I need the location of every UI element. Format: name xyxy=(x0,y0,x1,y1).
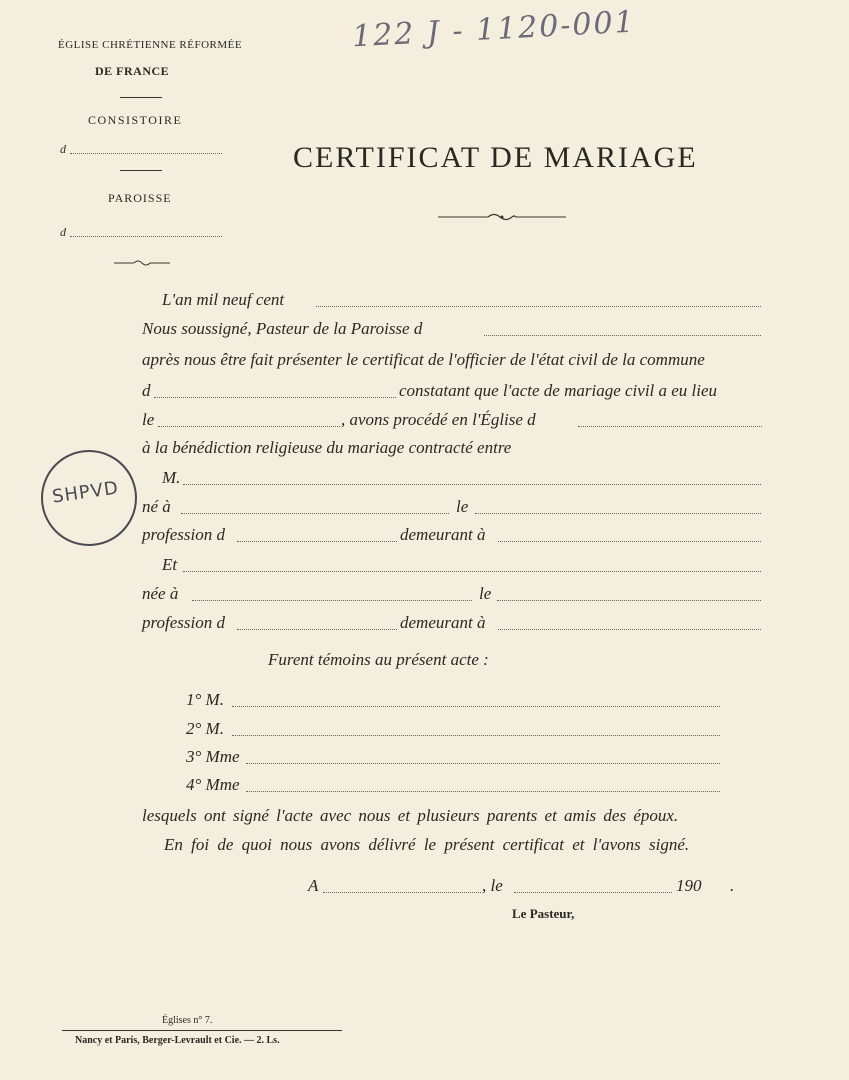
witnesses-heading: Furent témoins au présent acte : xyxy=(268,650,489,669)
year-field[interactable] xyxy=(316,306,761,307)
groom-demeurant-label: demeurant à xyxy=(400,525,486,544)
date-field[interactable] xyxy=(158,426,340,427)
divider xyxy=(120,97,162,98)
place-label: A xyxy=(308,876,319,895)
groom-residence-field[interactable] xyxy=(498,541,761,542)
witness-1-field[interactable] xyxy=(232,706,720,707)
stamp-text: SHPVD xyxy=(50,477,121,508)
line-year: L'an mil neuf cent xyxy=(162,290,285,309)
printer-line: Nancy et Paris, Berger-Levrault et Cie. — 2. Ls. xyxy=(75,1035,280,1046)
page-title: CERTIFICAT DE MARIAGE xyxy=(293,141,698,174)
year-dot: . xyxy=(730,876,735,895)
witness-2-field[interactable] xyxy=(232,735,720,736)
line-eglise: , avons procédé en l'Église d xyxy=(341,410,536,429)
line-commune-d: d xyxy=(142,381,151,400)
church-country: DE FRANCE xyxy=(95,64,170,78)
consistoire-d: d xyxy=(60,142,66,156)
witness-2-label: 2° M. xyxy=(186,719,224,738)
groom-profession-field[interactable] xyxy=(237,541,397,542)
witness-4-label: 4° Mme xyxy=(186,775,240,794)
witness-3-field[interactable] xyxy=(246,763,720,764)
divider xyxy=(120,170,162,171)
sign-date-field[interactable] xyxy=(514,892,672,893)
title-ornament xyxy=(436,211,568,223)
closing-line-2: En foi de quoi nous avons délivré le présent certificat et l'avons signé. xyxy=(164,835,690,854)
archive-reference: 122 J - 1120-001 xyxy=(351,4,637,55)
church-name: ÉGLISE CHRÉTIENNE RÉFORMÉE xyxy=(58,39,243,51)
form-number: Églises n° 7. xyxy=(162,1015,213,1026)
bride-demeurant-label: demeurant à xyxy=(400,613,486,632)
groom-birthplace-field[interactable] xyxy=(181,513,449,514)
groom-le-label: le xyxy=(456,497,469,516)
signature-label: Le Pasteur, xyxy=(512,906,575,921)
line-le: le xyxy=(142,410,155,429)
bride-profession-field[interactable] xyxy=(237,629,397,630)
line-certificat: après nous être fait présenter le certificat de l'officier de l'état civil de la commune xyxy=(142,350,705,369)
bride-birthplace-field[interactable] xyxy=(192,600,472,601)
consistoire-field[interactable] xyxy=(70,153,222,154)
bride-name-field[interactable] xyxy=(183,571,761,572)
groom-born-label: né à xyxy=(142,497,171,516)
bride-birthdate-field[interactable] xyxy=(497,600,761,601)
paroisse-label: PAROISSE xyxy=(108,191,172,205)
groom-birthdate-field[interactable] xyxy=(475,513,761,514)
place-field[interactable] xyxy=(323,892,481,893)
groom-profession-label: profession d xyxy=(142,525,225,544)
archive-stamp xyxy=(41,450,137,546)
line-pasteur: Nous soussigné, Pasteur de la Paroisse d xyxy=(142,319,423,338)
date-label: , le xyxy=(482,876,503,895)
groom-name-field[interactable] xyxy=(183,484,761,485)
bride-label: Et xyxy=(162,555,178,574)
line-benediction: à la bénédiction religieuse du mariage contracté entre xyxy=(142,438,512,457)
commune-field[interactable] xyxy=(154,397,396,398)
paroisse-name-field[interactable] xyxy=(484,335,761,336)
bride-le-label: le xyxy=(479,584,492,603)
line-constatant: constatant que l'acte de mariage civil a eu lieu xyxy=(399,381,718,400)
witness-1-label: 1° M. xyxy=(186,690,224,709)
witness-3-label: 3° Mme xyxy=(186,747,240,766)
year-suffix: 190 xyxy=(676,876,702,895)
closing-line-1: lesquels ont signé l'acte avec nous et plusieurs parents et amis des époux. xyxy=(142,806,679,825)
groom-label: M. xyxy=(162,468,181,487)
bride-born-label: née à xyxy=(142,584,179,603)
bride-profession-label: profession d xyxy=(142,613,225,632)
paroisse-d: d xyxy=(60,225,66,239)
footer-rule xyxy=(62,1030,342,1031)
eglise-field[interactable] xyxy=(578,426,762,427)
consistoire-label: CONSISTOIRE xyxy=(88,113,183,127)
paroisse-field[interactable] xyxy=(70,236,222,237)
bride-residence-field[interactable] xyxy=(498,629,761,630)
witness-4-field[interactable] xyxy=(246,791,720,792)
ornament-small xyxy=(112,258,172,268)
